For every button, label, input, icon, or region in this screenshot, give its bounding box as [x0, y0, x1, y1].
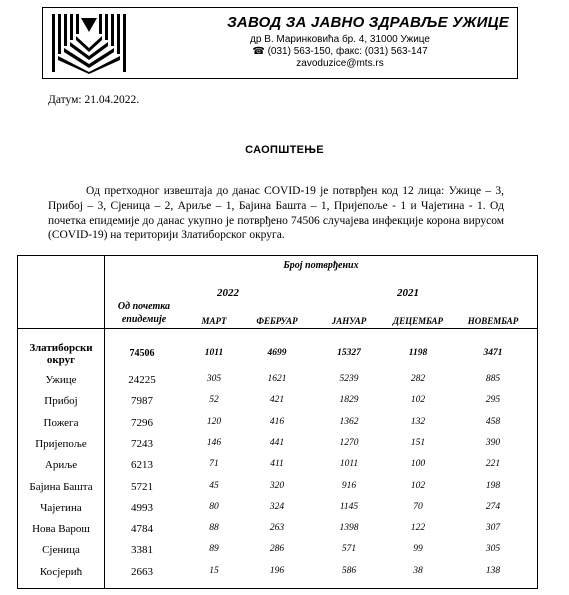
municipality-januar: 1398: [339, 523, 359, 533]
municipality-total: 4993: [131, 502, 153, 514]
municipality-novembar: 307: [485, 523, 501, 533]
municipality-februar: 416: [269, 417, 285, 427]
municipality-total: 2663: [131, 566, 153, 578]
org-email[interactable]: zavoduzice@mts.rs: [296, 58, 384, 69]
org-name: ЗАВОД ЗА ЈАВНО ЗДРАВЉЕ УЖИЦЕ: [227, 14, 509, 31]
document-heading: САОПШТЕЊЕ: [245, 144, 324, 156]
municipality-novembar: 885: [485, 374, 501, 384]
municipality-name: Косјерић: [39, 566, 83, 578]
municipality-name: Чајетина: [40, 502, 82, 514]
municipality-februar: 1621: [267, 374, 287, 384]
municipality-februar: 411: [270, 459, 284, 469]
municipality-total: 7296: [131, 417, 153, 429]
municipality-name: Нова Варош: [32, 523, 90, 535]
municipality-total: 7987: [131, 395, 153, 407]
institute-logo: [48, 12, 130, 74]
municipality-total: 24225: [128, 374, 156, 386]
municipality-novembar: 221: [485, 459, 501, 469]
org-address: др В. Маринковића бр. 4, 31000 Ужице: [250, 34, 430, 45]
region-mart: 1011: [204, 348, 224, 358]
region-name: Златиборски округ: [29, 342, 93, 366]
municipality-decembar: 122: [410, 523, 426, 533]
municipality-mart: 45: [209, 481, 219, 491]
municipality-decembar: 38: [413, 566, 423, 576]
municipality-total: 4784: [131, 523, 153, 535]
municipality-februar: 263: [269, 523, 285, 533]
region-februar: 4699: [267, 348, 287, 358]
municipality-name: Ариље: [44, 459, 78, 471]
municipality-name: Ужице: [45, 374, 77, 386]
announcement-paragraph: Од претходног извештаја до данас COVID-19 је потврђен код 12 лица: Ужице – 3, Прибој – 3, Сјеница – 2, Ариље – 1, Бајина Башта – 1, Пријепоље - 1 и Чајетина - 1. Од почетка епидемије до данас укупно је потврђено 74506 случајева инфекције корона вирусом (COVID-19) на територији Златиборског округа.: [48, 185, 504, 242]
month-header-decembar: ДЕЦЕМБАР: [392, 316, 444, 326]
municipality-decembar: 100: [410, 459, 426, 469]
region-januar: 15327: [337, 348, 361, 358]
table-divider-vertical: [104, 256, 105, 588]
org-phone: ☎ (031) 563-150, факс: (031) 563-147: [252, 46, 428, 57]
municipality-novembar: 198: [485, 481, 501, 491]
municipality-mart: 146: [206, 438, 222, 448]
municipality-novembar: 295: [485, 395, 501, 405]
document-date: Датум: 21.04.2022.: [48, 94, 140, 106]
municipality-februar: 421: [269, 395, 285, 405]
municipality-total: 7243: [131, 438, 153, 450]
municipality-decembar: 70: [413, 502, 423, 512]
municipality-februar: 286: [269, 544, 285, 554]
table-divider-horizontal: [18, 328, 537, 329]
municipality-mart: 120: [206, 417, 222, 427]
municipality-februar: 320: [269, 481, 285, 491]
municipality-mart: 52: [209, 395, 219, 405]
municipality-januar: 586: [341, 566, 357, 576]
municipality-februar: 441: [269, 438, 285, 448]
municipality-januar: 916: [341, 481, 357, 491]
municipality-decembar: 132: [410, 417, 426, 427]
municipality-novembar: 390: [485, 438, 501, 448]
municipality-januar: 1011: [339, 459, 359, 469]
municipality-name: Сјеница: [42, 544, 80, 556]
municipality-decembar: 151: [410, 438, 426, 448]
municipality-novembar: 305: [485, 544, 501, 554]
municipality-decembar: 282: [410, 374, 426, 384]
municipality-mart: 88: [209, 523, 219, 533]
region-decembar: 1198: [408, 348, 428, 358]
municipality-name: Пожега: [43, 417, 79, 429]
year-2022-header: 2022: [217, 287, 239, 299]
municipality-novembar: 138: [485, 566, 501, 576]
municipality-name: Пријепоље: [35, 438, 87, 450]
month-header-januar: ЈАНУАР: [331, 316, 367, 326]
region-total: 74506: [129, 348, 155, 359]
municipality-mart: 89: [209, 544, 219, 554]
municipality-februar: 196: [269, 566, 285, 576]
municipality-name: Бајина Башта: [29, 481, 93, 493]
month-header-mart: МАРТ: [201, 316, 227, 326]
municipality-januar: 1270: [339, 438, 359, 448]
municipality-mart: 15: [209, 566, 219, 576]
municipality-decembar: 102: [410, 481, 426, 491]
month-header-februar: ФЕБРУАР: [256, 316, 298, 326]
since-start-header: Од почетка епидемије: [117, 301, 171, 325]
municipality-februar: 324: [269, 502, 285, 512]
municipality-novembar: 274: [485, 502, 501, 512]
municipality-total: 3381: [131, 544, 153, 556]
year-2021-header: 2021: [397, 287, 419, 299]
municipality-name: Прибој: [44, 395, 78, 407]
municipality-januar: 1829: [339, 395, 359, 405]
municipality-januar: 1362: [339, 417, 359, 427]
month-header-novembar: НОВЕМБАР: [467, 316, 519, 326]
municipality-januar: 5239: [339, 374, 359, 384]
municipality-novembar: 458: [485, 417, 501, 427]
region-novembar: 3471: [483, 348, 503, 358]
municipality-mart: 305: [206, 374, 222, 384]
letterhead: [42, 7, 518, 79]
municipality-januar: 1145: [339, 502, 359, 512]
municipality-total: 5721: [131, 481, 153, 493]
municipality-mart: 80: [209, 502, 219, 512]
municipality-decembar: 99: [413, 544, 423, 554]
municipality-decembar: 102: [410, 395, 426, 405]
municipality-januar: 571: [341, 544, 357, 554]
municipality-total: 6213: [131, 459, 153, 471]
cases-table: [17, 255, 538, 589]
table-group-title: Број потврђених: [283, 260, 359, 271]
municipality-mart: 71: [209, 459, 219, 469]
